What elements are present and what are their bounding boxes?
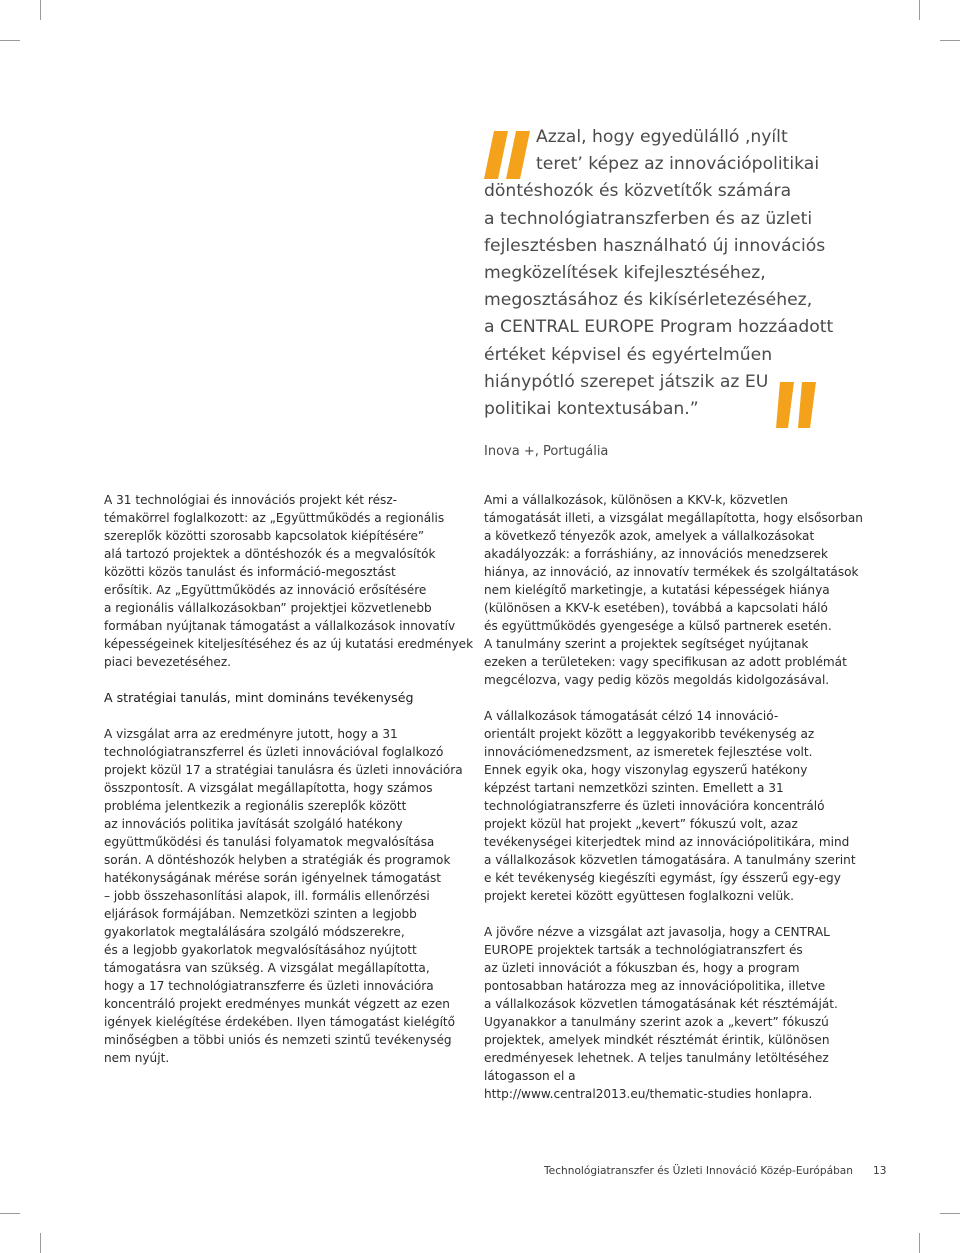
text-line: technológiatranszferrel és üzleti innovációval foglalkozó xyxy=(104,745,444,759)
text-line: a következő tényezők azok, amelyek a vállalkozásokat xyxy=(484,529,815,543)
text-line: látogasson el a xyxy=(484,1069,576,1083)
text-line: támogatásra van szükség. A vizsgálat megállapította, xyxy=(104,961,430,975)
quote-stroke xyxy=(776,382,794,428)
text-line: hiánya, az innováció, az innovatív termékek és szolgáltatások xyxy=(484,565,859,579)
text-line: Ami a vállalkozások, különösen a KKV-k, közvetlen xyxy=(484,493,788,507)
text-line: szereplők közötti szorosabb kapcsolatok kiépítésére” xyxy=(104,529,425,543)
text-line: a regionális vállalkozásokban” projektjei közvetlenebb xyxy=(104,601,432,615)
text-line: és együttműködés gyengesége a külső partnerek esetén. xyxy=(484,619,832,633)
text-line: (különösen a KKV-k esetében), továbbá a kapcsolati háló xyxy=(484,601,828,615)
left-column xyxy=(104,491,476,1067)
text-line: gyakorlatok megtalálására szolgáló módszerekre, xyxy=(104,925,405,939)
quote-line: politikai kontextusában.” xyxy=(484,399,699,420)
text-line: témakörrel foglalkozott: az „Együttműködés a regionális xyxy=(104,511,445,525)
text-line: piaci bevezetéséhez. xyxy=(104,655,232,669)
quote-attribution: Inova +, Portugália xyxy=(484,444,609,459)
text-line: képességeinek kiteljesítéséhez és az új kutatási eredmények xyxy=(104,637,474,651)
text-line: A vállalkozások támogatását célzó 14 innováció- xyxy=(484,709,779,723)
quote-line: hiánypótló szerepet játszik az EU xyxy=(484,371,769,392)
close-quote-icon xyxy=(776,382,816,428)
text-line: koncentráló projekt eredményes munkát végzett az ezen xyxy=(104,997,450,1011)
page-footer xyxy=(544,1164,887,1178)
text-line: nem nyújt. xyxy=(104,1051,170,1065)
pull-quote xyxy=(484,124,854,423)
text-line: pontosabban határozza meg az innovációpolitika, illetve xyxy=(484,979,826,993)
crop-mark xyxy=(0,1213,20,1214)
quote-line: megközelítések kifejlesztéséhez, xyxy=(484,263,766,284)
text-line: tevékenységei kiterjedtek mind az innovációpolitikára, mind xyxy=(484,835,850,849)
paragraph xyxy=(104,491,476,671)
text-line: innovációmenedzsment, az ismeretek fejlesztése volt. xyxy=(484,745,813,759)
text-line: során. A döntéshozók helyben a stratégiák és programok xyxy=(104,853,451,867)
text-line: – jobb összehasonlítási alapok, ill. formális ellenőrzési xyxy=(104,889,430,903)
paragraph xyxy=(484,707,856,905)
text-line: képzést tartani nemzetközi szinten. Emellett a 31 xyxy=(484,781,784,795)
text-line: közötti közös tanulást és információ-megosztást xyxy=(104,565,396,579)
text-line: projekt közül 17 a stratégiai tanulásra és üzleti innovációra xyxy=(104,763,463,777)
crop-mark xyxy=(40,0,41,20)
text-line: EUROPE projektek tartsák a technológiatranszfert és xyxy=(484,943,803,957)
text-line: projekt keretei között együttesen foglalkozni velük. xyxy=(484,889,795,903)
text-line: technológiatranszferre és üzleti innovációra koncentráló xyxy=(484,799,825,813)
text-line: A 31 technológiai és innovációs projekt két rész- xyxy=(104,493,398,507)
text-line: A tanulmány szerint a projektek segítséget nyújtanak xyxy=(484,637,809,651)
text-line: formában nyújtanak támogatást a vállalkozások innovatív xyxy=(104,619,456,633)
text-line: e két tevékenység kiegészíti egymást, így ésszerű egy-egy xyxy=(484,871,841,885)
paragraph xyxy=(484,491,863,689)
text-line: igények kielégítése érdekében. Ilyen támogatást kielégítő xyxy=(104,1015,456,1029)
quote-line: a CENTRAL EUROPE Program hozzáadott xyxy=(484,317,834,338)
quote-line: értéket képvisel és egyértelműen xyxy=(484,344,773,365)
text-line: hatékonyságának mérése során igényelnek támogatást xyxy=(104,871,441,885)
text-line: a vállalkozások közvetlen támogatására. A tanulmány szerint xyxy=(484,853,856,867)
quote-line: a technológiatranszferben és az üzleti xyxy=(484,208,813,229)
text-line: A jövőre nézve a vizsgálat azt javasolja, hogy a CENTRAL xyxy=(484,925,830,939)
quote-line: fejlesztésben használható új innovációs xyxy=(484,235,826,256)
text-line: Ennek egyik oka, hogy viszonylag egyszerű hatékony xyxy=(484,763,808,777)
text-line: akadályozzák: a forráshiány, az innovációs menedzserek xyxy=(484,547,829,561)
text-line: és a legjobb gyakorlatok megvalósításához nyújtott xyxy=(104,943,417,957)
paragraph xyxy=(104,725,476,1067)
text-line: minőségben a többi uniós és nemzeti szintű tevékenység xyxy=(104,1033,452,1047)
text-line: alá tartozó projektek a döntéshozók és a megvalósítók xyxy=(104,547,436,561)
section-heading: A stratégiai tanulás, mint domináns tevékenység xyxy=(104,690,414,705)
text-line: probléma jelentkezik a regionális szereplők között xyxy=(104,799,407,813)
text-line: projekt közül hat projekt „kevert” fókuszú volt, azaz xyxy=(484,817,798,831)
text-line: orientált projekt között a leggyakoribb tevékenység az xyxy=(484,727,815,741)
text-line: projektek, amelyek mindkét résztémát érintik, különösen xyxy=(484,1033,830,1047)
quote-line: Azzal, hogy egyedülálló ‚nyílt xyxy=(536,127,788,147)
text-line: az üzleti innovációt a fókuszban és, hogy a program xyxy=(484,961,800,975)
text-line: erősítik. Az „Együttműködés az innováció erősítésére xyxy=(104,583,427,597)
right-column xyxy=(484,491,863,1103)
text-line: támogatását illeti, a vizsgálat megállapította, hogy elsősorban xyxy=(484,511,863,525)
text-line: eredményesek lehetnek. A teljes tanulmány letöltéséhez xyxy=(484,1051,829,1065)
text-line: összpontosít. A vizsgálat megállapította, hogy számos xyxy=(104,781,433,795)
crop-mark xyxy=(940,1213,960,1214)
crop-mark xyxy=(940,40,960,41)
text-line: megcélozva, vagy pedig közös megoldás kidolgozásával. xyxy=(484,673,830,687)
text-line: eljárások formájában. Nemzetközi szinten a legjobb xyxy=(104,907,417,921)
text-line: a vállalkozások közvetlen támogatásának két résztémáját. xyxy=(484,997,838,1011)
paragraph xyxy=(484,923,856,1103)
text-line: nem kielégítő marketingje, a kutatási képességek hiánya xyxy=(484,583,830,597)
crop-mark xyxy=(919,1233,920,1253)
quote-line: teret’ képez az innovációpolitikai xyxy=(536,154,820,175)
footer-title: Technológiatranszfer és Üzleti Innováció Közép-Európában xyxy=(544,1165,854,1177)
crop-mark xyxy=(40,1233,41,1253)
text-line: az innovációs politika javítását szolgáló hatékony xyxy=(104,817,403,831)
text-line: A vizsgálat arra az eredményre jutott, hogy a 31 xyxy=(104,727,398,741)
crop-mark xyxy=(919,0,920,20)
quote-stroke xyxy=(798,382,816,428)
text-line: hogy a 17 technológiatranszferre és üzleti innovációra xyxy=(104,979,434,993)
page-number: 13 xyxy=(873,1165,887,1177)
crop-mark xyxy=(0,40,20,41)
text-line: Ugyanakkor a tanulmány szerint azok a „kevert” fókuszú xyxy=(484,1015,829,1029)
quote-line: döntéshozók és közvetítők számára xyxy=(484,181,792,202)
web-link[interactable]: http://www.central2013.eu/thematic-studies honlapra. xyxy=(484,1087,813,1101)
quote-line: megosztásához és kikísérletezéséhez, xyxy=(484,290,813,311)
text-line: együttműködési és tanulási folyamatok megvalósítása xyxy=(104,835,435,849)
text-line: ezeken a területeken: vagy specifikusan az adott problémát xyxy=(484,655,847,669)
